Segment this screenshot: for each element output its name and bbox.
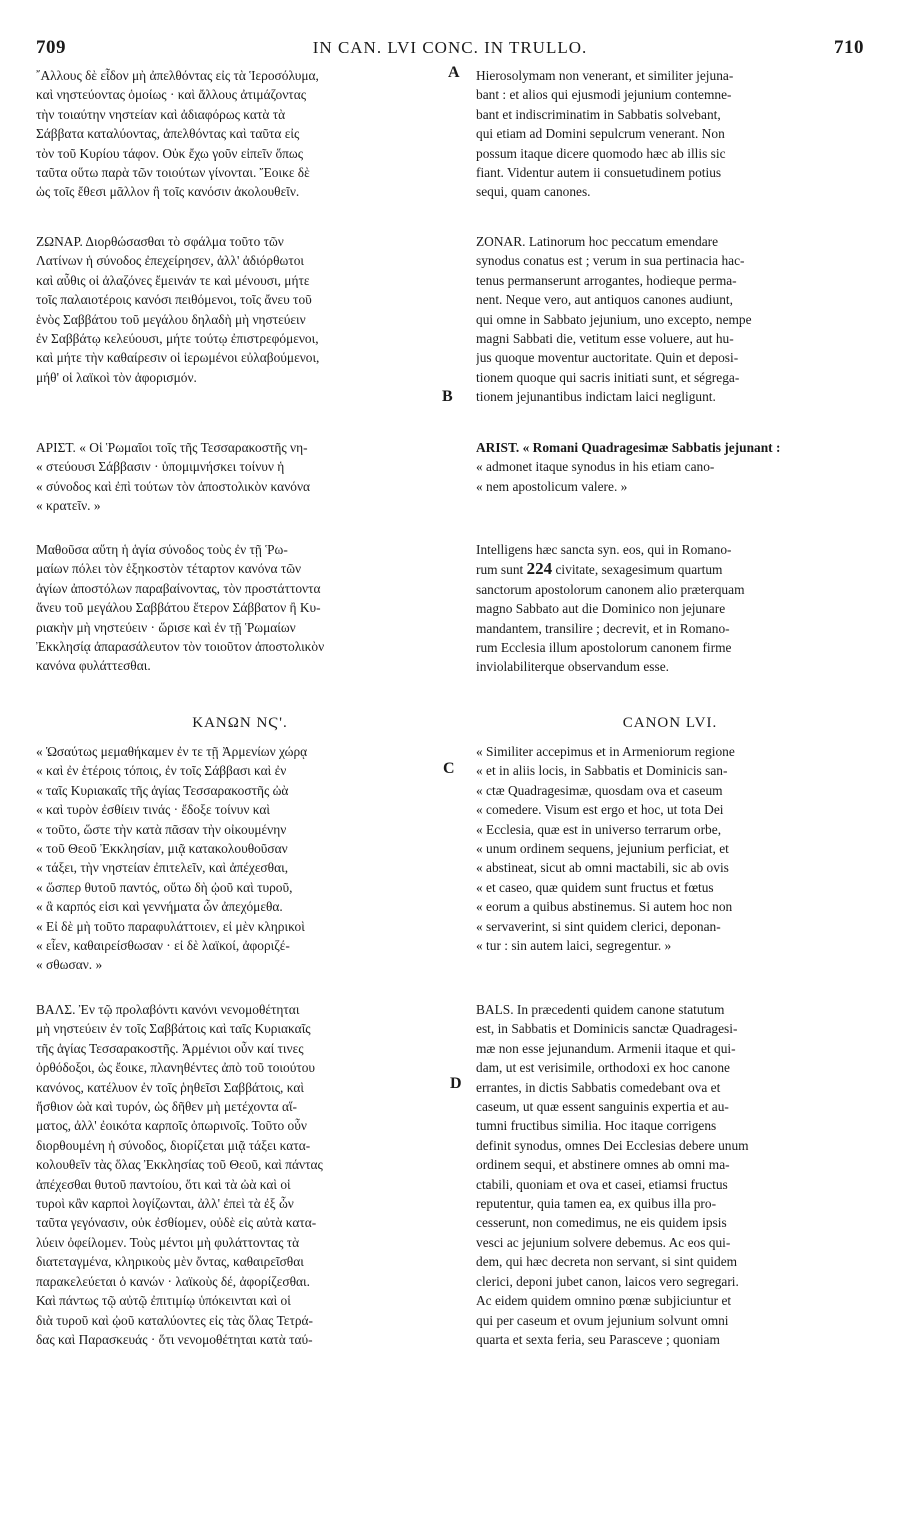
text-line: καὶ μήτε τὴν καθαίρεσιν οἱ ἱερωμένοι εὐλαβούμενοι,	[36, 350, 320, 366]
text-line: « ὥσπερ θυτοῦ παντός, οὕτω δὴ ᾠοῦ καὶ τυροῦ,	[36, 879, 293, 895]
text-line: τοῖς παλαιοτέροις κανόσι πειθόμενοι, τοῖς ἄνευ τοῦ	[36, 292, 312, 308]
text-line: bant et indiscriminatim in Sabbatis solvebant,	[476, 106, 721, 122]
text-line: Λατίνων ἡ σύνοδος ἐπεχείρησεν, ἀλλ' ἀδιόρθωτοι	[36, 253, 305, 269]
text-line: Καὶ πάντως τῷ αὐτῷ ἐπιτιμίῳ ὑπόκεινται καὶ οἱ	[36, 1293, 291, 1309]
text-line: « nem apostolicum valere. »	[476, 478, 628, 494]
text-line: ΑΡΙΣΤ. « Οἱ Ῥωμαῖοι τοῖς τῆς Τεσσαρακοστῆς νη-	[36, 440, 308, 455]
text-line: « σθωσαν. »	[36, 957, 103, 973]
text-line: « Ὡσαύτως μεμαθήκαμεν ἐν τε τῇ Ἀρμενίων χώρᾳ	[36, 744, 308, 759]
text-line: qui per caseum et ovum jejunium solvunt omni	[476, 1312, 729, 1328]
text-line: « abstineat, sicut ab omni mactabili, sic ab ovis	[476, 860, 729, 876]
text-line: καὶ νηστεύοντας ὁμοίως · καὶ ἄλλους ἀτιμάζοντας	[36, 87, 307, 103]
text-line: ἐν Σαββάτῳ κελεύουσι, μήτε τούτῳ ἐπιστρεφόμενοι,	[36, 331, 319, 347]
text-line: ταῦτα οὕτω παρὰ τῶν τοιούτων γίνονται. Ἔοικε δὲ	[36, 165, 310, 181]
text-line: λύειν ὀφείλομεν. Τοὺς μέντοι μὴ φυλάττοντας τὰ	[36, 1234, 300, 1250]
text-line: ματος, ἀλλ' ἐοικότα καρποῖς ὀπωρινοῖς. Τοῦτο οὖν	[36, 1118, 307, 1134]
text-line: « ἃ καρπός εἰσι καὶ γεννήματα ὧν ἀπεχόμεθα.	[36, 899, 283, 915]
text-line: tumni fructibus similia. Hoc itaque corrigens	[476, 1118, 717, 1134]
text-line: ΖΩΝΑΡ. Διορθώσασθαι τὸ σφάλμα τοῦτο τῶν	[36, 234, 284, 249]
text-line: vesci ac jejunium solvere debemus. Ac eos qui-	[476, 1234, 731, 1250]
text-line: « εἶεν, καθαιρείσθωσαν · εἰ δὲ λαϊκοί, ἀφοριζέ-	[36, 938, 290, 954]
text-line: τὸν τοῦ Κυρίου τάφον. Οὐκ ἔχω γοῦν εἰπεῖν ὅπως	[36, 145, 304, 161]
text-line: ἀπέχεσθαι θυτοῦ παντοίου, ὅτι καὶ τὰ ὠὰ καὶ οἱ	[36, 1176, 291, 1192]
text-line: « καὶ τυρὸν ἐσθίειν τινάς · ἔδοξε τοίνυν καὶ	[36, 802, 271, 818]
text-line: Σάββατα καταλύοντας, ἀπελθόντας καὶ ταῦτα εἰς	[36, 126, 300, 142]
text-line: nent. Neque vero, aut antiquos canones audiunt,	[476, 292, 733, 308]
text-line: Intelligens hæc sancta syn. eos, qui in Romano-	[476, 542, 732, 557]
text-line: « et in aliis locis, in Sabbatis et Dominicis san-	[476, 763, 728, 779]
text-line: μαίων πόλει τὸν ἑξηκοστὸν τέταρτον κανόνα τῶν	[36, 561, 302, 577]
text-line: reputentur, quia tamen ea, ex quibus illa pro-	[476, 1196, 717, 1212]
text-line: διατεταγμένα, κληρικοὺς μὲν ὄντας, καθαιρεῖσθαι	[36, 1254, 304, 1270]
text-line: ῎Αλλους δὲ εἶδον μὴ ἀπελθόντας εἰς τὰ Ἱεροσόλυμα,	[36, 68, 319, 83]
text-line: « στεύουσι Σάββασιν · ὑπομιμνήσκει τοίνυν ἡ	[36, 459, 285, 475]
greek-canon-text	[36, 742, 444, 975]
greek-synod-paragraph	[36, 540, 444, 676]
text-line: jus quoque moventur auctoritate. Quin et deposi-	[476, 350, 739, 366]
text-line: « Ecclesia, quæ est in universo terrarum orbe,	[476, 821, 722, 837]
edition-page-marker: 224	[526, 559, 553, 579]
page-number-left: 709	[36, 37, 66, 58]
text-line: διὰ τυροῦ καὶ ᾠοῦ καταλύοντες εἰς τὰς ὅλας Τετρά-	[36, 1312, 314, 1328]
greek-canon-heading: ΚΑΝΩΝ ΝϚ'.	[192, 715, 288, 731]
text-line: dam, ut est verisimile, orthodoxi ex hoc canone	[476, 1060, 730, 1076]
text-line: dem, qui hæc decreta non servant, si sint quidem	[476, 1254, 738, 1270]
text-line: « τάξει, τὴν νηστείαν ἐπιτελεῖν, καὶ ἀπέχεσθαι,	[36, 860, 289, 876]
text-line: τῆς ἁγίας Τεσσαρακοστῆς. Ἀρμένιοι οὖν καί τινες	[36, 1040, 304, 1056]
text-line: « comedere. Visum est ergo et hoc, ut tota Dei	[476, 802, 724, 818]
text-line: ἄνευ τοῦ μεγάλου Σαββάτου ἕτερον Σάββατον ἢ Κυ-	[36, 600, 321, 616]
text-line: tionem quoque qui sacris initiati sunt, et ségrega-	[476, 369, 740, 385]
text-line: μὴ νηστεύειν ἐν τοῖς Σαββάτοις καὶ ταῖς Κυριακαῖς	[36, 1021, 311, 1037]
text-line: caseum, ut quæ essent sanguinis expertia et au-	[476, 1099, 729, 1115]
text-line: « servaverint, si sint quidem clerici, deponan-	[476, 918, 721, 934]
latin-synod-paragraph	[476, 540, 864, 677]
text-line: magno Sabbato aut die Dominico non jejunare	[476, 601, 726, 617]
text-line: errantes, in dictis Sabbatis comedebant ova et	[476, 1079, 721, 1095]
text-line: mæ non esse jejunandum. Armenii itaque et qui-	[476, 1040, 736, 1056]
running-title: IN CAN. LVI CONC. IN TRULLO.	[312, 38, 588, 57]
latin-canon-heading: CANON LVI.	[622, 715, 718, 731]
text-line: καὶ αὖθις οἱ ἀλαζόνες ἔμεινάν τε καὶ μένουσι, μήτε	[36, 272, 310, 288]
text-line: « Similiter accepimus et in Armeniorum regione	[476, 744, 735, 759]
text-line: « τοῦ Θεοῦ Ἐκκλησίαν, μιᾷ κατακολουθοῦσαν	[36, 841, 288, 857]
text-line: « ταῖς Κυριακαῖς τῆς ἁγίας Τεσσαρακοστῆς ὠὰ	[36, 782, 289, 798]
text-line: synodus conatus est ; verum in sua pertinacia hac-	[476, 253, 745, 269]
text-line: μήθ' οἱ λαϊκοὶ τὸν ἀφορισμόν.	[36, 369, 197, 385]
latin-aristenus-commentary	[476, 438, 864, 496]
text-line: cesserunt, non comedimus, ne eis quidem ipsis	[476, 1215, 727, 1231]
text-line: fiant. Videntur autem ii consuetudinem potius	[476, 165, 722, 181]
text-line: « unum ordinem sequens, jejunium perficiat, et	[476, 841, 729, 857]
text-line: ZONAR. Latinorum hoc peccatum emendare	[476, 234, 719, 249]
text-line: magni Sabbati die, vetitum esse voluere, aut hu-	[476, 331, 734, 347]
text-line: ἤσθιον ὠὰ καὶ τυρόν, ὡς δῆθεν μὴ μετέχοντα αἵ-	[36, 1099, 298, 1115]
text-line: τυροὶ κἂν καρποὶ λογίζωνται, ἀλλ' ἐπεὶ τὰ ἐξ ὧν	[36, 1196, 294, 1212]
text-line: « σύνοδος καὶ ἐπὶ τούτων τὸν ἀποστολικὸν κανόνα	[36, 478, 311, 494]
text-line: δας καὶ Παρασκευάς · ὅτι νενομοθέτηται κατὰ ταύ-	[36, 1331, 313, 1347]
text-line: tenus permanserunt arrogantes, hodieque perma-	[476, 272, 737, 288]
inline-text: civitate, sexagesimum quartum	[555, 562, 723, 578]
text-line: « τοῦτο, ὥστε τὴν κατὰ πᾶσαν τὴν οἰκουμένην	[36, 821, 287, 837]
text-line: rum Ecclesia illum apostolorum canonem firme	[476, 640, 732, 656]
text-line	[476, 559, 864, 579]
text-line: « καὶ ἐν ἑτέροις τόποις, ἐν τοῖς Σάββασι καὶ ἐν	[36, 763, 287, 779]
text-line: qui omne in Sabbato jejunium, uno excepto, nempe	[476, 311, 752, 327]
text-line: διορθουμένη ἡ σύνοδος, διορίζεται μιᾷ τάξει κατα-	[36, 1137, 311, 1153]
text-line: κανόνα φυλάττεσθαι.	[36, 658, 151, 674]
latin-zonaras-commentary	[476, 232, 864, 407]
text-line: « ctæ Quadragesimæ, quosdam ova et caseum	[476, 782, 723, 798]
text-line: qui etiam ad Domini sepulcrum venerant. Non	[476, 126, 725, 142]
text-line: quarta et sexta feria, seu Parasceve ; quoniam	[476, 1331, 720, 1347]
text-line: Ac eidem quidem omnino pœnæ subjiciuntur et	[476, 1293, 732, 1309]
text-line: « et caseo, quæ quidem sunt fructus et fœtus	[476, 879, 714, 895]
text-line: ordinem sequi, et abstinere omnes ab omni ma-	[476, 1157, 730, 1173]
text-line: Hierosolymam non venerant, et similiter jejuna-	[476, 68, 734, 83]
text-line: est, in Sabbatis et Dominicis sanctæ Quadragesi-	[476, 1021, 738, 1037]
text-line: « eorum a quibus abstinemus. Si autem hoc non	[476, 899, 733, 915]
text-line: ARIST. « Romani Quadragesimæ Sabbatis jejunant :	[476, 440, 781, 455]
text-line: bant : et alios qui ejusmodi jejunium contemne-	[476, 87, 732, 103]
latin-intro-paragraph	[476, 66, 864, 202]
latin-balsamon-commentary	[476, 1000, 864, 1349]
text-line: Ἐκκλησίᾳ ἀπαρασάλευτον τὸν τοιοῦτον ἀποστολικὸν	[36, 639, 325, 655]
page-number-right: 710	[834, 37, 864, 58]
text-line: τὴν τοιαύτην νηστείαν καὶ ἀδιαφόρως κατὰ τὰ	[36, 106, 286, 122]
text-line: « Εἰ δὲ μὴ τοῦτο παραφυλάττοιεν, εἰ μὲν κληρικοὶ	[36, 918, 305, 934]
text-line: definit synodus, omnes Dei Ecclesias debere unum	[476, 1137, 749, 1153]
margin-letter-d: D	[450, 1075, 462, 1092]
text-line: « tur : sin autem laici, segregentur. »	[476, 938, 672, 954]
latin-canon-text	[476, 742, 864, 955]
text-line: clerici, deponi jubet canon, laicos vero segregari.	[476, 1273, 739, 1289]
page-header	[36, 34, 864, 62]
text-line: inviolabiliterque observandum esse.	[476, 659, 670, 675]
greek-aristenus-commentary	[36, 438, 444, 516]
text-line: ἑνὸς Σαββάτου τοῦ μεγάλου δηλαδὴ μὴ νηστεύειν	[36, 311, 306, 327]
text-line: sequi, quam canones.	[476, 184, 591, 200]
margin-letter-c: C	[443, 760, 455, 777]
text-line: ΒΑΛΣ. Ἐν τῷ προλαβόντι κανόνι νενομοθέτηται	[36, 1002, 300, 1017]
margin-letter-b: B	[442, 388, 453, 405]
greek-intro-paragraph	[36, 66, 444, 202]
text-line: παρακελεύεται ὁ κανών · λαϊκοὺς δέ, ἀφορίζεσθαι.	[36, 1273, 310, 1289]
text-line: Μαθοῦσα αὕτη ἡ ἁγία σύνοδος τοὺς ἐν τῇ Ῥω-	[36, 542, 288, 557]
text-line: ctabili, quoniam et ova et casei, etiamsi fructus	[476, 1176, 728, 1192]
inline-text: rum sunt	[476, 562, 524, 578]
text-line: ὀρθόδοξοι, ὡς ἔοικε, πλανηθέντες ἀπὸ τοῦ τοιούτου	[36, 1060, 316, 1076]
text-line: mandantem, transilire ; decrevit, et in Romano-	[476, 620, 730, 636]
text-line: « admonet itaque synodus in his etiam cano-	[476, 459, 715, 475]
text-line: ριακὴν μὴ νηστεύειν · ὥρισε καὶ ἐν τῇ Ῥωμαίων	[36, 619, 296, 635]
text-line: BALS. In præcedenti quidem canone statutum	[476, 1002, 725, 1017]
text-line: κολουθεῖν τὰς ὅλας Ἐκκλησίας τοῦ Θεοῦ, καὶ πάντας	[36, 1157, 323, 1173]
text-line: ταῦτα γεγόνασιν, οὐκ ἐσθίομεν, οὐδὲ εἰς αὐτὰ κατα-	[36, 1215, 317, 1231]
text-line: ἁγίων ἀποστόλων παραβαίνοντας, τὸν προστάττοντα	[36, 580, 321, 596]
margin-letter-a: A	[448, 64, 460, 81]
text-line: « κρατεῖν. »	[36, 498, 101, 514]
greek-zonaras-commentary	[36, 232, 444, 387]
text-line: ὡς τοῖς ἔθεσι μᾶλλον ἢ τοῖς κανόσιν ἀκολουθεῖν.	[36, 184, 300, 200]
text-line: possum itaque dicere quomodo hæc ab illis sic	[476, 145, 726, 161]
text-line: κανόνος, κατέλυον ἐν τοῖς ῥηθεῖσι Σαββάτοις, καὶ	[36, 1079, 304, 1095]
greek-balsamon-commentary	[36, 1000, 444, 1349]
text-line: sanctorum apostolorum canonem alio præterquam	[476, 581, 745, 597]
text-line: tionem jejunantibus indictam laici negligunt.	[476, 389, 716, 405]
